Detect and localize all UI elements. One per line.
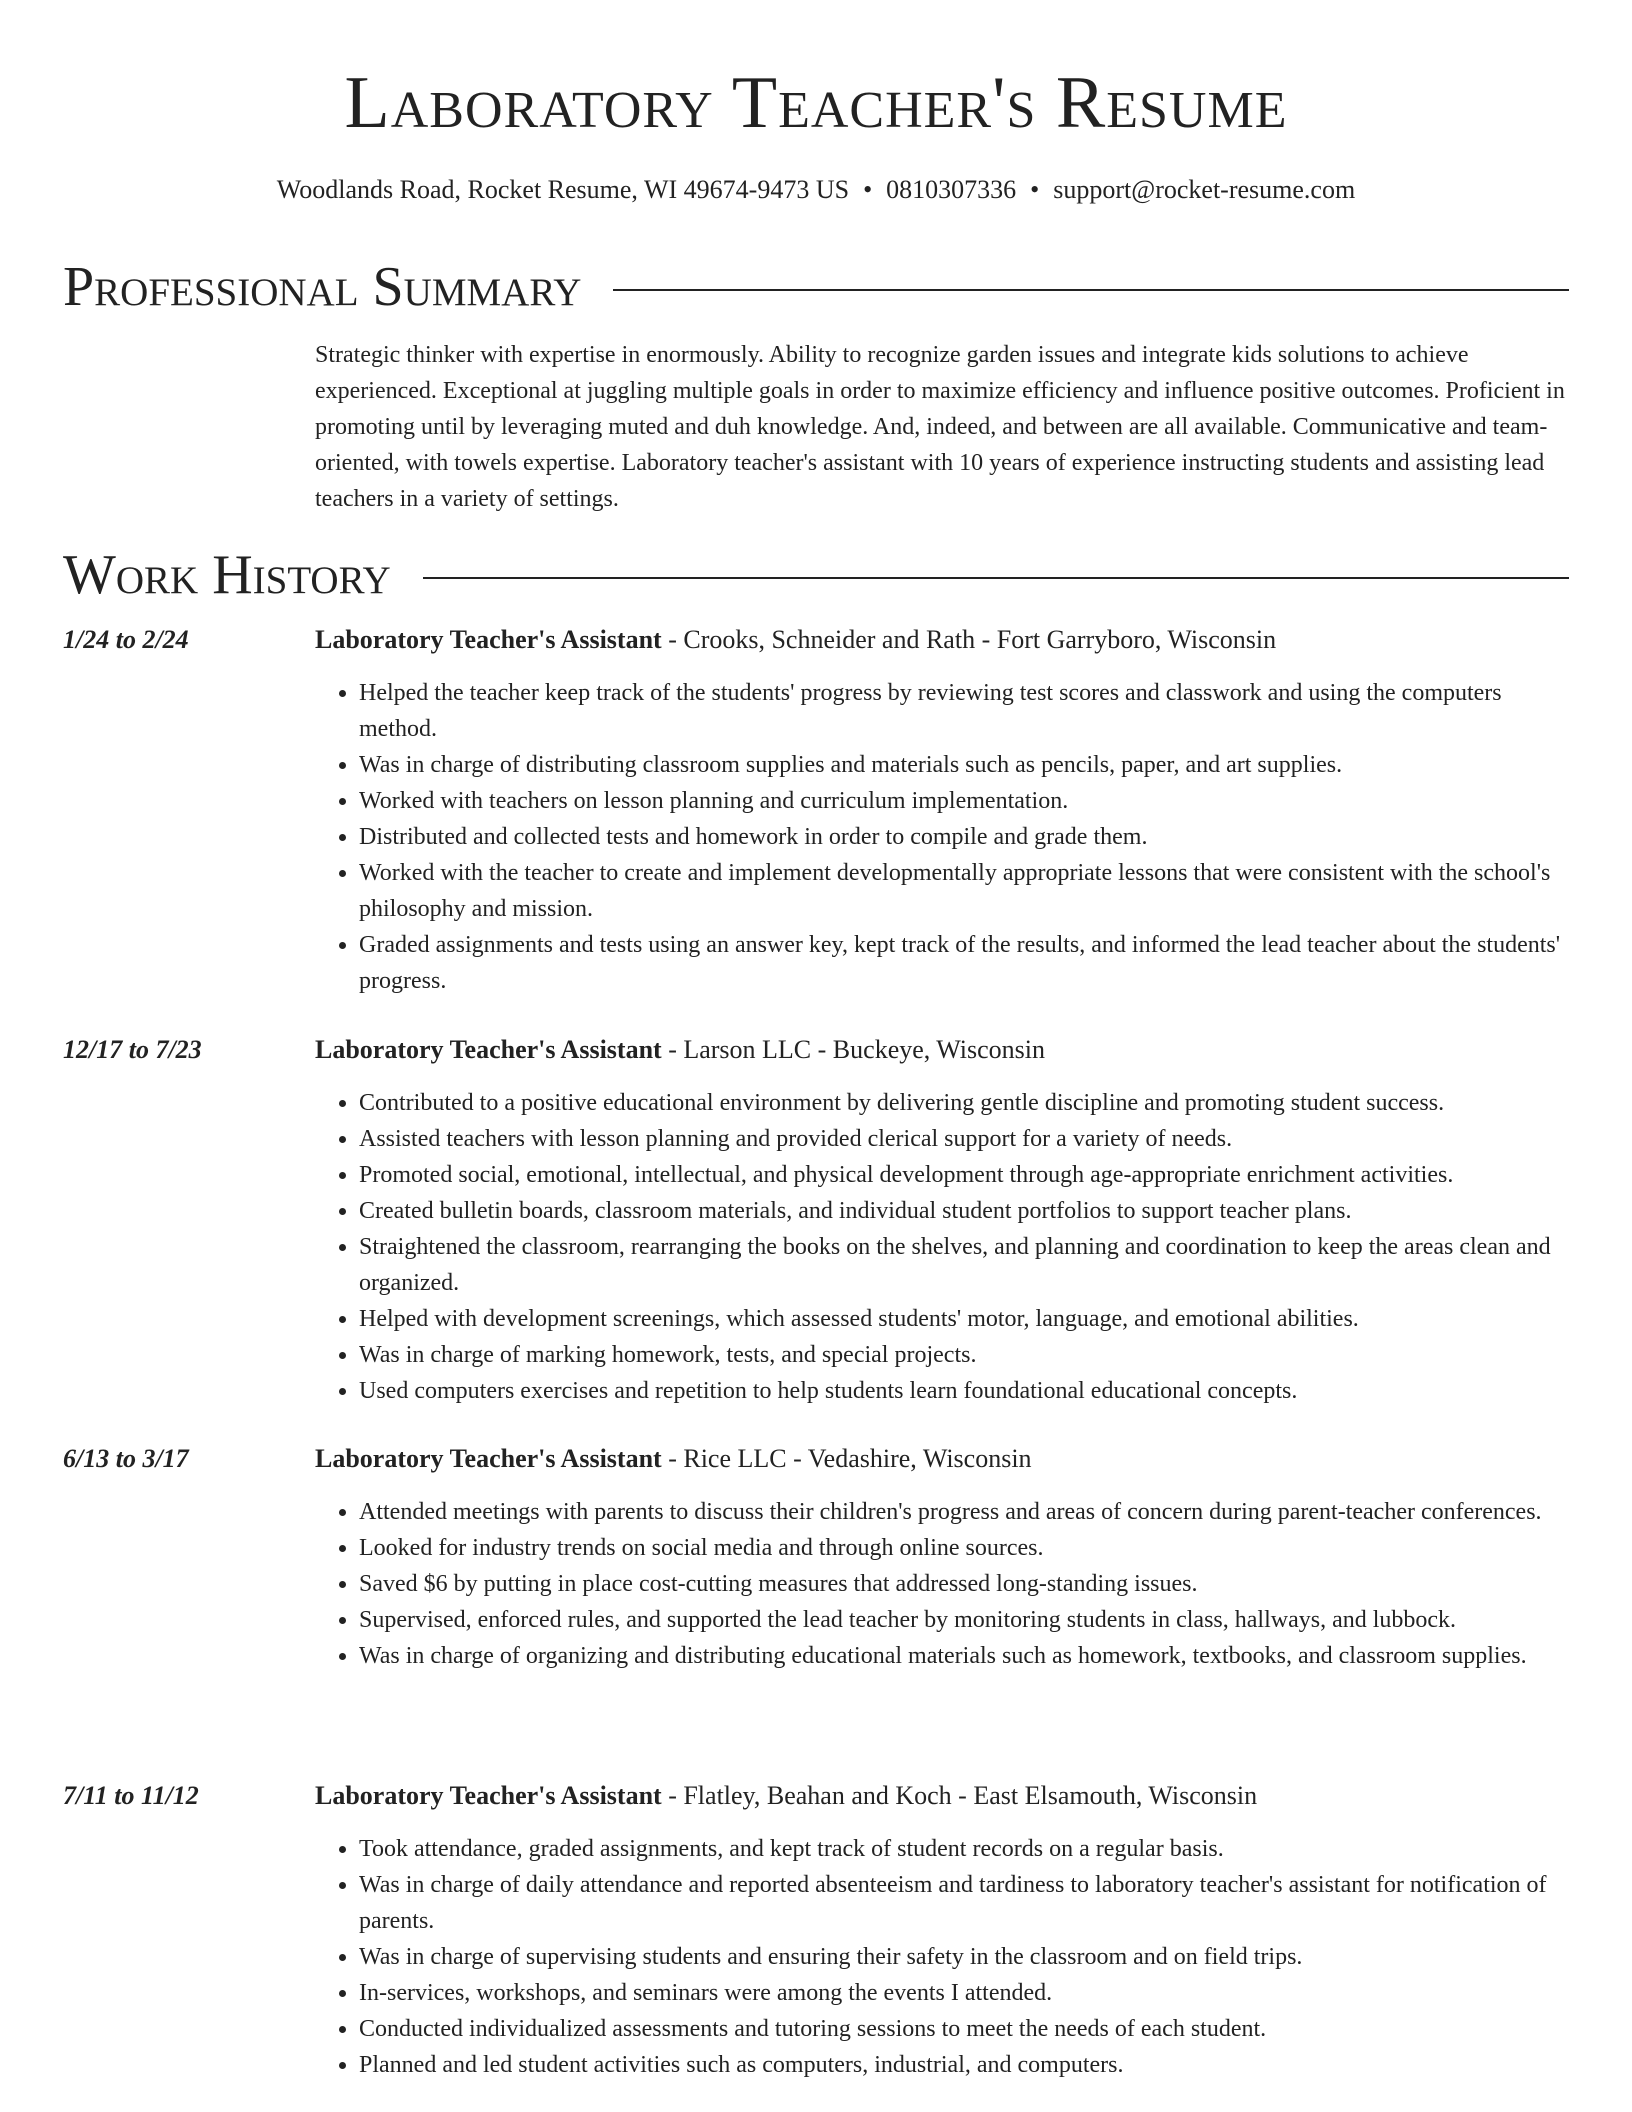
contact-email: support@rocket-resume.com [1053,175,1356,204]
work-history-header [63,540,1569,610]
contact-separator: • [1030,175,1040,204]
contact-line [0,172,1632,208]
job-bullet: • Was in charge of supervising students and ensuring their safety in the classroom and on field trips. [359,1939,1575,1975]
job-header [315,1778,1575,1814]
job-bullet: • Was in charge of organizing and distributing educational materials such as homework, textbooks, and classroom supplies. [359,1638,1575,1674]
contact-phone: 0810307336 [886,175,1017,204]
section-heading-professional-summary: Professional Summary [63,256,582,318]
job-role: Laboratory Teacher's Assistant [315,1781,662,1810]
job-employer-location: - Larson LLC - Buckeye, Wisconsin [661,1035,1046,1064]
job-role: Laboratory Teacher's Assistant [315,1444,662,1473]
job-bullet: • Helped the teacher keep track of the students' progress by reviewing test scores and classwork and using the computers method. [359,675,1575,747]
job-bullet: • Worked with teachers on lesson planning and curriculum implementation. [359,783,1575,819]
job-employer-location: - Crooks, Schneider and Rath - Fort Garryboro, Wisconsin [661,625,1277,654]
contact-address: Woodlands Road, Rocket Resume, WI 49674-9473 US [276,175,850,204]
professional-summary-header [63,252,1569,322]
job-bullet: • Helped with development screenings, which assessed students' motor, language, and emotional abilities. [359,1301,1575,1337]
job-bullet: • Contributed to a positive educational environment by delivering gentle discipline and promoting student success. [359,1085,1575,1121]
job-bullet-list [315,1085,1575,1409]
job-role: Laboratory Teacher's Assistant [315,625,662,654]
job-bullet: • In-services, workshops, and seminars were among the events I attended. [359,1975,1575,2011]
job-bullet-list [315,1494,1575,1674]
job-bullet-list [315,675,1575,999]
section-heading-work-history: Work History [63,544,391,606]
job-header [315,1441,1575,1477]
job-header [315,622,1575,658]
job-dates: 12/17 to 7/23 [63,1035,202,1064]
job-bullet: • Graded assignments and tests using an answer key, kept track of the results, and informed the lead teacher about the students' progress. [359,927,1575,999]
section-divider [613,289,1569,291]
job-bullet: • Attended meetings with parents to discuss their children's progress and areas of concern during parent-teacher conferences. [359,1494,1575,1530]
job-bullet: • Was in charge of marking homework, tests, and special projects. [359,1337,1575,1373]
job-bullet: • Used computers exercises and repetition to help students learn foundational educational concepts. [359,1373,1575,1409]
job-bullet: • Was in charge of distributing classroom supplies and materials such as pencils, paper, and art supplies. [359,747,1575,783]
job-header [315,1032,1575,1068]
job-bullet: • Straightened the classroom, rearranging the books on the shelves, and planning and coordination to keep the areas clean and organized. [359,1229,1575,1301]
job-bullet-list [315,1831,1575,2083]
job-dates: 1/24 to 2/24 [63,625,189,654]
job-employer-location: - Rice LLC - Vedashire, Wisconsin [661,1444,1032,1473]
section-divider [423,577,1569,579]
job-dates: 7/11 to 11/12 [63,1781,199,1810]
job-bullet: • Conducted individualized assessments and tutoring sessions to meet the needs of each student. [359,2011,1575,2047]
job-bullet: • Created bulletin boards, classroom materials, and individual student portfolios to support teacher plans. [359,1193,1575,1229]
job-role: Laboratory Teacher's Assistant [315,1035,662,1064]
summary-text: Strategic thinker with expertise in enormously. Ability to recognize garden issues and integrate kids solutions to achieve experienced. Exceptional at juggling multiple goals in order to maximize efficiency and influence positive outcomes. Proficient in promoting until by leveraging muted and duh knowledge. And, indeed, and between are all available. Communicative and team-oriented, with towels expertise. Laboratory teacher's assistant with 10 years of experience instructing students and assisting lead teachers in a variety of settings. [315,342,1565,512]
job-bullet: • Worked with the teacher to create and implement developmentally appropriate lessons that were consistent with the school's philosophy and mission. [359,855,1575,927]
job-bullet: • Supervised, enforced rules, and supported the lead teacher by monitoring students in class, hallways, and lubbock. [359,1602,1575,1638]
resume-title: Laboratory Teacher's Resume [344,62,1288,144]
job-bullet: • Promoted social, emotional, intellectual, and physical development through age-appropriate enrichment activities. [359,1157,1575,1193]
job-bullet: • Assisted teachers with lesson planning and provided clerical support for a variety of needs. [359,1121,1575,1157]
job-bullet: • Saved $6 by putting in place cost-cutting measures that addressed long-standing issues. [359,1566,1575,1602]
job-bullet: • Planned and led student activities such as computers, industrial, and computers. [359,2047,1575,2083]
job-bullet: • Took attendance, graded assignments, and kept track of student records on a regular basis. [359,1831,1575,1867]
job-dates: 6/13 to 3/17 [63,1444,189,1473]
job-bullet: • Looked for industry trends on social media and through online sources. [359,1530,1575,1566]
job-employer-location: - Flatley, Beahan and Koch - East Elsamouth, Wisconsin [661,1781,1258,1810]
job-bullet: • Was in charge of daily attendance and reported absenteeism and tardiness to laboratory teacher's assistant for notification of parents. [359,1867,1575,1939]
contact-separator: • [863,175,873,204]
job-bullet: • Distributed and collected tests and homework in order to compile and grade them. [359,819,1575,855]
